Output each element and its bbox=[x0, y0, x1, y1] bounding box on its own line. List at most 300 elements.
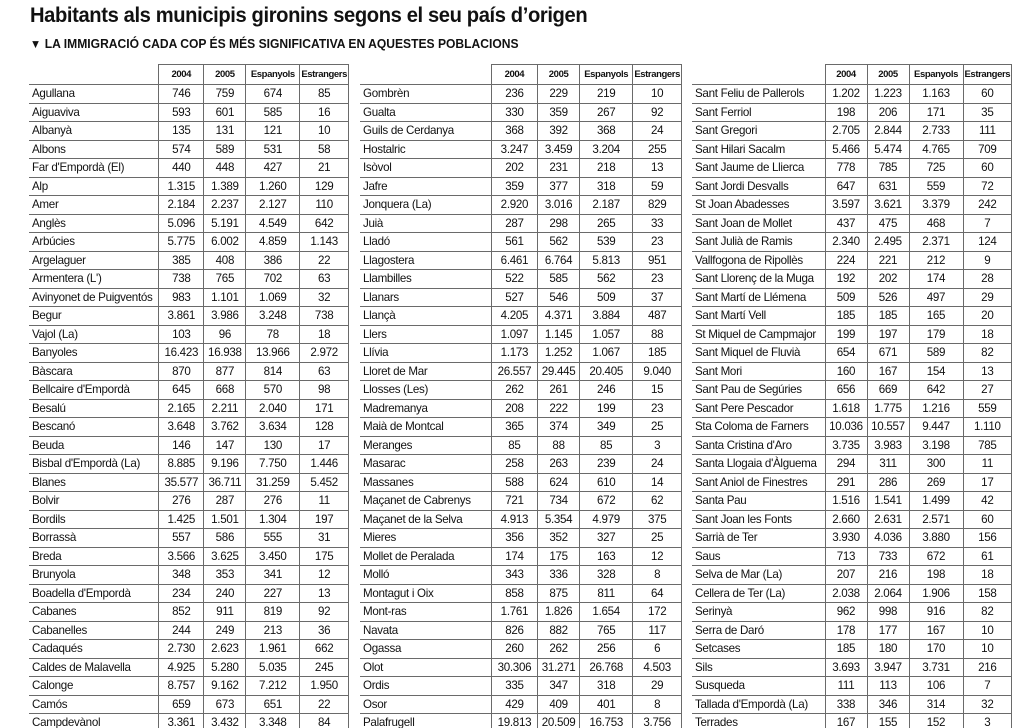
espanyols-cell: 2.371 bbox=[909, 233, 963, 252]
value-2004-cell: 5.775 bbox=[159, 233, 204, 252]
value-2005-cell: 5.354 bbox=[538, 510, 580, 529]
espanyols-cell: 468 bbox=[909, 214, 963, 233]
espanyols-cell: 1.069 bbox=[246, 288, 300, 307]
table-row bbox=[29, 529, 349, 548]
municipality-cell: Lladó bbox=[360, 233, 491, 252]
value-2005-cell: 526 bbox=[867, 288, 909, 307]
table-row bbox=[692, 418, 1012, 437]
espanyols-cell: 7.750 bbox=[246, 455, 300, 474]
value-2005-cell: 1.252 bbox=[538, 344, 580, 363]
espanyols-cell: 4.765 bbox=[909, 140, 963, 159]
table-row bbox=[692, 344, 1012, 363]
value-2004-cell: 983 bbox=[159, 288, 204, 307]
value-2005-cell: 10.557 bbox=[867, 418, 909, 437]
value-2005-cell: 202 bbox=[867, 270, 909, 289]
value-2005-cell: 3.986 bbox=[204, 307, 246, 326]
municipality-cell: Sils bbox=[692, 658, 825, 677]
value-2004-cell: 185 bbox=[825, 307, 867, 326]
espanyols-cell: 3.884 bbox=[580, 307, 633, 326]
value-2004-cell: 2.730 bbox=[159, 640, 204, 659]
value-2004-cell: 135 bbox=[159, 122, 204, 141]
table-row bbox=[360, 455, 682, 474]
estrangers-cell: 17 bbox=[300, 436, 349, 455]
table-row bbox=[29, 399, 349, 418]
value-2004-cell: 103 bbox=[159, 325, 204, 344]
estrangers-cell: 28 bbox=[963, 270, 1012, 289]
espanyols-cell: 539 bbox=[580, 233, 633, 252]
municipality-cell: Amer bbox=[29, 196, 159, 215]
value-2005-cell: 911 bbox=[204, 603, 246, 622]
value-2004-cell: 5.466 bbox=[825, 140, 867, 159]
municipality-cell: Llanars bbox=[360, 288, 491, 307]
estrangers-cell: 62 bbox=[633, 492, 682, 511]
espanyols-cell: 318 bbox=[580, 677, 633, 696]
espanyols-cell: 585 bbox=[246, 103, 300, 122]
municipality-cell: Masarac bbox=[360, 455, 491, 474]
value-2005-cell: 589 bbox=[204, 140, 246, 159]
espanyols-cell: 1.304 bbox=[246, 510, 300, 529]
espanyols-cell: 7.212 bbox=[246, 677, 300, 696]
table-row bbox=[360, 418, 682, 437]
estrangers-cell: 18 bbox=[300, 325, 349, 344]
municipality-cell: Besalú bbox=[29, 399, 159, 418]
espanyols-cell: 2.187 bbox=[580, 196, 633, 215]
estrangers-cell: 13 bbox=[300, 584, 349, 603]
value-2004-cell: 365 bbox=[491, 418, 537, 437]
estrangers-cell: 14 bbox=[633, 473, 682, 492]
value-2005-cell: 631 bbox=[867, 177, 909, 196]
municipality-cell: Guils de Cerdanya bbox=[360, 122, 491, 141]
estrangers-cell: 85 bbox=[300, 85, 349, 104]
estrangers-cell: 61 bbox=[963, 547, 1012, 566]
espanyols-cell: 2.571 bbox=[909, 510, 963, 529]
estrangers-cell: 9.040 bbox=[633, 362, 682, 381]
estrangers-cell: 20 bbox=[963, 307, 1012, 326]
table-row bbox=[360, 177, 682, 196]
municipality-cell: Sant Mori bbox=[692, 362, 825, 381]
table-row bbox=[29, 344, 349, 363]
value-2004-cell: 858 bbox=[491, 584, 537, 603]
value-2005-cell: 3.762 bbox=[204, 418, 246, 437]
espanyols-cell: 3.348 bbox=[246, 714, 300, 728]
value-2005-cell: 3.016 bbox=[538, 196, 580, 215]
estrangers-cell: 1.110 bbox=[963, 418, 1012, 437]
value-2005-cell: 221 bbox=[867, 251, 909, 270]
value-2005-cell: 2.211 bbox=[204, 399, 246, 418]
value-2004-cell: 330 bbox=[491, 103, 537, 122]
espanyols-cell: 213 bbox=[246, 621, 300, 640]
table-row bbox=[360, 640, 682, 659]
value-2004-cell: 192 bbox=[825, 270, 867, 289]
estrangers-cell: 10 bbox=[963, 621, 1012, 640]
value-2004-cell: 224 bbox=[825, 251, 867, 270]
value-2004-cell: 870 bbox=[159, 362, 204, 381]
espanyols-cell: 3.379 bbox=[909, 196, 963, 215]
estrangers-cell: 1.950 bbox=[300, 677, 349, 696]
value-2004-cell: 2.920 bbox=[491, 196, 537, 215]
municipality-cell: Serra de Daró bbox=[692, 621, 825, 640]
municipality-cell: Jonquera (La) bbox=[360, 196, 491, 215]
municipality-cell: Alp bbox=[29, 177, 159, 196]
municipality-cell: Sant Llorenç de la Muga bbox=[692, 270, 825, 289]
value-2005-cell: 261 bbox=[538, 381, 580, 400]
table-row bbox=[692, 362, 1012, 381]
table-row bbox=[692, 288, 1012, 307]
table-row bbox=[692, 399, 1012, 418]
estrangers-cell: 82 bbox=[963, 603, 1012, 622]
value-2004-cell: 276 bbox=[159, 492, 204, 511]
value-2005-cell: 624 bbox=[538, 473, 580, 492]
espanyols-cell: 1.961 bbox=[246, 640, 300, 659]
value-2005-cell: 546 bbox=[538, 288, 580, 307]
value-2004-cell: 3.861 bbox=[159, 307, 204, 326]
espanyols-cell: 3.731 bbox=[909, 658, 963, 677]
estrangers-cell: 37 bbox=[633, 288, 682, 307]
table-row bbox=[29, 473, 349, 492]
value-2004-cell: 1.315 bbox=[159, 177, 204, 196]
page-subtitle bbox=[30, 36, 519, 51]
table-row bbox=[360, 547, 682, 566]
value-2005-cell: 9.196 bbox=[204, 455, 246, 474]
municipality-cell: St Joan Abadesses bbox=[692, 196, 825, 215]
value-2004-cell: 174 bbox=[491, 547, 537, 566]
estrangers-cell: 64 bbox=[633, 584, 682, 603]
estrangers-cell: 60 bbox=[963, 510, 1012, 529]
municipality-cell: Anglès bbox=[29, 214, 159, 233]
table-row bbox=[692, 307, 1012, 326]
estrangers-cell: 92 bbox=[633, 103, 682, 122]
header-estrangers: Estrangers bbox=[300, 65, 349, 85]
value-2005-cell: 2.495 bbox=[867, 233, 909, 252]
table-row bbox=[29, 566, 349, 585]
municipality-cell: Sant Gregori bbox=[692, 122, 825, 141]
value-2005-cell: 2.844 bbox=[867, 122, 909, 141]
value-2004-cell: 8.885 bbox=[159, 455, 204, 474]
municipality-cell: Palafrugell bbox=[360, 714, 491, 728]
table-row bbox=[360, 233, 682, 252]
table-row bbox=[29, 362, 349, 381]
espanyols-cell: 610 bbox=[580, 473, 633, 492]
table-row bbox=[692, 233, 1012, 252]
estrangers-cell: 21 bbox=[300, 159, 349, 178]
value-2005-cell: 1.145 bbox=[538, 325, 580, 344]
espanyols-cell: 154 bbox=[909, 362, 963, 381]
municipality-cell: Cabanes bbox=[29, 603, 159, 622]
value-2004-cell: 1.097 bbox=[491, 325, 537, 344]
municipality-cell: Caldes de Malavella bbox=[29, 658, 159, 677]
value-2004-cell: 8.757 bbox=[159, 677, 204, 696]
estrangers-cell: 197 bbox=[300, 510, 349, 529]
municipality-cell: Breda bbox=[29, 547, 159, 566]
value-2005-cell: 2.064 bbox=[867, 584, 909, 603]
municipality-cell: Brunyola bbox=[29, 566, 159, 585]
espanyols-cell: 725 bbox=[909, 159, 963, 178]
estrangers-cell: 3 bbox=[963, 714, 1012, 728]
espanyols-cell: 819 bbox=[246, 603, 300, 622]
estrangers-cell: 3 bbox=[633, 436, 682, 455]
table-row bbox=[360, 492, 682, 511]
table-row bbox=[360, 214, 682, 233]
value-2004-cell: 713 bbox=[825, 547, 867, 566]
value-2004-cell: 429 bbox=[491, 695, 537, 714]
value-2005-cell: 1.223 bbox=[867, 85, 909, 104]
municipality-cell: Montagut i Oix bbox=[360, 584, 491, 603]
estrangers-cell: 242 bbox=[963, 196, 1012, 215]
value-2004-cell: 1.516 bbox=[825, 492, 867, 511]
value-2005-cell: 4.036 bbox=[867, 529, 909, 548]
estrangers-cell: 156 bbox=[963, 529, 1012, 548]
table-row bbox=[360, 270, 682, 289]
value-2005-cell: 29.445 bbox=[538, 362, 580, 381]
value-2005-cell: 5.474 bbox=[867, 140, 909, 159]
estrangers-cell: 9 bbox=[963, 251, 1012, 270]
value-2004-cell: 35.577 bbox=[159, 473, 204, 492]
municipality-cell: Cellera de Ter (La) bbox=[692, 584, 825, 603]
table-row bbox=[360, 436, 682, 455]
municipality-cell: Hostalric bbox=[360, 140, 491, 159]
espanyols-cell: 4.979 bbox=[580, 510, 633, 529]
espanyols-cell: 811 bbox=[580, 584, 633, 603]
table-row bbox=[692, 103, 1012, 122]
estrangers-cell: 487 bbox=[633, 307, 682, 326]
espanyols-cell: 152 bbox=[909, 714, 963, 728]
espanyols-cell: 2.127 bbox=[246, 196, 300, 215]
municipality-cell: Massanes bbox=[360, 473, 491, 492]
estrangers-cell: 124 bbox=[963, 233, 1012, 252]
espanyols-cell: 555 bbox=[246, 529, 300, 548]
municipality-cell: Santa Llogaia d'Àlguema bbox=[692, 455, 825, 474]
espanyols-cell: 269 bbox=[909, 473, 963, 492]
estrangers-cell: 117 bbox=[633, 621, 682, 640]
estrangers-cell: 18 bbox=[963, 325, 1012, 344]
municipality-cell: Gualta bbox=[360, 103, 491, 122]
municipality-cell: Bellcaire d'Empordà bbox=[29, 381, 159, 400]
espanyols-cell: 26.768 bbox=[580, 658, 633, 677]
estrangers-cell: 60 bbox=[963, 85, 1012, 104]
municipality-cell: Sta Coloma de Farners bbox=[692, 418, 825, 437]
espanyols-cell: 531 bbox=[246, 140, 300, 159]
estrangers-cell: 785 bbox=[963, 436, 1012, 455]
espanyols-cell: 2.733 bbox=[909, 122, 963, 141]
table-row bbox=[360, 307, 682, 326]
value-2005-cell: 197 bbox=[867, 325, 909, 344]
value-2005-cell: 347 bbox=[538, 677, 580, 696]
estrangers-cell: 158 bbox=[963, 584, 1012, 603]
header-blank bbox=[360, 65, 491, 85]
triangle-down-icon: ▼ bbox=[30, 37, 42, 51]
estrangers-cell: 3.756 bbox=[633, 714, 682, 728]
municipality-cell: Llívia bbox=[360, 344, 491, 363]
espanyols-cell: 702 bbox=[246, 270, 300, 289]
value-2005-cell: 998 bbox=[867, 603, 909, 622]
value-2004-cell: 826 bbox=[491, 621, 537, 640]
estrangers-cell: 375 bbox=[633, 510, 682, 529]
municipality-cell: Argelaguer bbox=[29, 251, 159, 270]
espanyols-cell: 78 bbox=[246, 325, 300, 344]
municipality-cell: Camós bbox=[29, 695, 159, 714]
estrangers-cell: 10 bbox=[633, 85, 682, 104]
table-row bbox=[692, 695, 1012, 714]
estrangers-cell: 216 bbox=[963, 658, 1012, 677]
table-row bbox=[29, 381, 349, 400]
value-2005-cell: 336 bbox=[538, 566, 580, 585]
value-2004-cell: 207 bbox=[825, 566, 867, 585]
value-2004-cell: 588 bbox=[491, 473, 537, 492]
table-row bbox=[29, 510, 349, 529]
espanyols-cell: 672 bbox=[580, 492, 633, 511]
table-row bbox=[29, 270, 349, 289]
espanyols-cell: 1.906 bbox=[909, 584, 963, 603]
table-row bbox=[692, 214, 1012, 233]
espanyols-cell: 106 bbox=[909, 677, 963, 696]
municipality-cell: Sant Miquel de Fluvià bbox=[692, 344, 825, 363]
municipality-cell: Bescanó bbox=[29, 418, 159, 437]
value-2005-cell: 36.711 bbox=[204, 473, 246, 492]
estrangers-cell: 23 bbox=[633, 233, 682, 252]
estrangers-cell: 82 bbox=[963, 344, 1012, 363]
municipality-cell: Madremanya bbox=[360, 399, 491, 418]
value-2005-cell: 180 bbox=[867, 640, 909, 659]
espanyols-cell: 427 bbox=[246, 159, 300, 178]
espanyols-cell: 401 bbox=[580, 695, 633, 714]
value-2004-cell: 440 bbox=[159, 159, 204, 178]
value-2004-cell: 348 bbox=[159, 566, 204, 585]
table-row bbox=[29, 159, 349, 178]
espanyols-cell: 170 bbox=[909, 640, 963, 659]
value-2004-cell: 185 bbox=[825, 640, 867, 659]
header-2005: 2005 bbox=[204, 65, 246, 85]
municipality-cell: Osor bbox=[360, 695, 491, 714]
espanyols-cell: 20.405 bbox=[580, 362, 633, 381]
espanyols-cell: 5.813 bbox=[580, 251, 633, 270]
municipality-cell: Campdevànol bbox=[29, 714, 159, 728]
espanyols-cell: 218 bbox=[580, 159, 633, 178]
table-row bbox=[360, 714, 682, 728]
value-2005-cell: 113 bbox=[867, 677, 909, 696]
value-2004-cell: 4.913 bbox=[491, 510, 537, 529]
municipality-cell: Avinyonet de Puigventós bbox=[29, 288, 159, 307]
espanyols-cell: 589 bbox=[909, 344, 963, 363]
value-2004-cell: 2.705 bbox=[825, 122, 867, 141]
municipality-cell: St Miquel de Campmajor bbox=[692, 325, 825, 344]
value-2005-cell: 3.625 bbox=[204, 547, 246, 566]
value-2004-cell: 738 bbox=[159, 270, 204, 289]
espanyols-cell: 167 bbox=[909, 621, 963, 640]
value-2005-cell: 733 bbox=[867, 547, 909, 566]
table-row bbox=[360, 288, 682, 307]
value-2005-cell: 448 bbox=[204, 159, 246, 178]
table-row bbox=[29, 603, 349, 622]
table-row bbox=[692, 529, 1012, 548]
value-2004-cell: 522 bbox=[491, 270, 537, 289]
estrangers-cell: 33 bbox=[633, 214, 682, 233]
table-row bbox=[692, 640, 1012, 659]
municipality-cell: Albons bbox=[29, 140, 159, 159]
value-2005-cell: 785 bbox=[867, 159, 909, 178]
table-row bbox=[29, 714, 349, 728]
estrangers-cell: 31 bbox=[300, 529, 349, 548]
espanyols-cell: 2.040 bbox=[246, 399, 300, 418]
value-2005-cell: 311 bbox=[867, 455, 909, 474]
table-row bbox=[360, 325, 682, 344]
municipality-cell: Vajol (La) bbox=[29, 325, 159, 344]
value-2005-cell: 3.459 bbox=[538, 140, 580, 159]
estrangers-cell: 110 bbox=[300, 196, 349, 215]
table-row bbox=[29, 85, 349, 104]
estrangers-cell: 60 bbox=[963, 159, 1012, 178]
value-2005-cell: 585 bbox=[538, 270, 580, 289]
estrangers-cell: 16 bbox=[300, 103, 349, 122]
estrangers-cell: 13 bbox=[963, 362, 1012, 381]
value-2004-cell: 1.202 bbox=[825, 85, 867, 104]
table-row bbox=[692, 677, 1012, 696]
value-2005-cell: 1.826 bbox=[538, 603, 580, 622]
table-row bbox=[360, 140, 682, 159]
value-2004-cell: 202 bbox=[491, 159, 537, 178]
value-2005-cell: 206 bbox=[867, 103, 909, 122]
espanyols-cell: 174 bbox=[909, 270, 963, 289]
value-2005-cell: 1.101 bbox=[204, 288, 246, 307]
table-row bbox=[360, 529, 682, 548]
table-row bbox=[360, 621, 682, 640]
espanyols-cell: 31.259 bbox=[246, 473, 300, 492]
table-row bbox=[29, 695, 349, 714]
municipality-cell: Armentera (L') bbox=[29, 270, 159, 289]
value-2005-cell: 392 bbox=[538, 122, 580, 141]
value-2005-cell: 2.623 bbox=[204, 640, 246, 659]
table-row bbox=[29, 658, 349, 677]
table-row bbox=[29, 307, 349, 326]
table-row bbox=[360, 566, 682, 585]
table-row bbox=[29, 621, 349, 640]
estrangers-cell: 2.972 bbox=[300, 344, 349, 363]
municipality-cell: Sant Ferriol bbox=[692, 103, 825, 122]
value-2005-cell: 668 bbox=[204, 381, 246, 400]
espanyols-cell: 497 bbox=[909, 288, 963, 307]
value-2005-cell: 175 bbox=[538, 547, 580, 566]
population-table-3 bbox=[692, 64, 1012, 728]
municipality-cell: Vallfogona de Ripollès bbox=[692, 251, 825, 270]
municipality-cell: Meranges bbox=[360, 436, 491, 455]
header-2005: 2005 bbox=[867, 65, 909, 85]
municipality-cell: Lloret de Mar bbox=[360, 362, 491, 381]
value-2004-cell: 208 bbox=[491, 399, 537, 418]
value-2004-cell: 111 bbox=[825, 677, 867, 696]
espanyols-cell: 85 bbox=[580, 436, 633, 455]
table-row bbox=[360, 196, 682, 215]
subtitle-text: LA IMMIGRACIÓ CADA COP ÉS MÉS SIGNIFICATIVA EN AQUESTES POBLACIONS bbox=[44, 36, 519, 51]
value-2005-cell: 262 bbox=[538, 640, 580, 659]
municipality-cell: Llosses (Les) bbox=[360, 381, 491, 400]
header-blank bbox=[29, 65, 159, 85]
value-2004-cell: 509 bbox=[825, 288, 867, 307]
value-2004-cell: 160 bbox=[825, 362, 867, 381]
header-2004: 2004 bbox=[825, 65, 867, 85]
value-2004-cell: 527 bbox=[491, 288, 537, 307]
municipality-cell: Sant Julià de Ramis bbox=[692, 233, 825, 252]
table-row bbox=[692, 714, 1012, 728]
municipality-cell: Ordis bbox=[360, 677, 491, 696]
municipality-cell: Serinyà bbox=[692, 603, 825, 622]
espanyols-cell: 1.499 bbox=[909, 492, 963, 511]
table-row bbox=[692, 177, 1012, 196]
estrangers-cell: 15 bbox=[633, 381, 682, 400]
value-2005-cell: 877 bbox=[204, 362, 246, 381]
table-row bbox=[692, 658, 1012, 677]
municipality-cell: Far d'Empordà (El) bbox=[29, 159, 159, 178]
value-2005-cell: 231 bbox=[538, 159, 580, 178]
municipality-cell: Beuda bbox=[29, 436, 159, 455]
